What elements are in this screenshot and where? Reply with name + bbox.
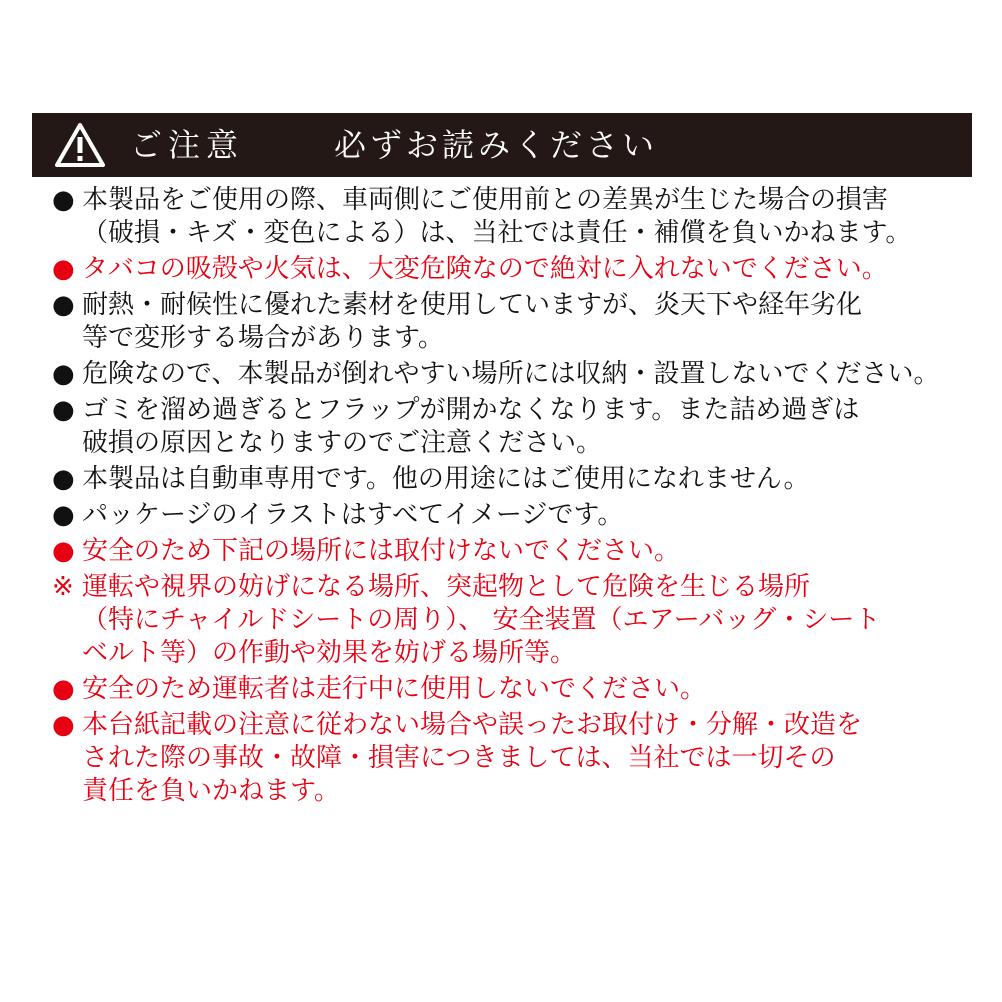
bullet-marker: ● <box>52 254 75 284</box>
caution-subtitle: 必ずお読みください <box>334 126 659 164</box>
bullet-marker: ● <box>52 536 75 566</box>
caution-title: ご注意 <box>130 126 245 164</box>
caution-item <box>52 358 972 391</box>
caution-text: ゴミを溜め過ぎるとフラップが開かなくなります。また詰め過ぎは 破損の原因となりますのでご注意ください。 <box>82 395 860 458</box>
caution-text: 耐熱・耐候性に優れた素材を使用していますが、炎天下や経年劣化 等で変形する場合があります。 <box>82 290 863 353</box>
caution-list <box>52 184 972 811</box>
bullet-marker: ● <box>52 395 75 425</box>
caution-item <box>52 394 972 460</box>
bullet-marker: ● <box>52 674 75 704</box>
caution-item-red <box>52 673 972 706</box>
note-marker: ※ <box>52 572 74 602</box>
caution-text: 本製品をご使用の際、車両側にご使用前との差異が生じた場合の損害 （破損・キズ・変色による）は、当社では責任・補償を負いかねます。 <box>82 185 912 248</box>
caution-item-red <box>52 571 972 670</box>
caution-item <box>52 184 972 250</box>
bullet-marker: ● <box>52 185 75 215</box>
warning-triangle-icon <box>54 122 106 168</box>
caution-item <box>52 499 972 532</box>
caution-item-red <box>52 253 972 286</box>
bullet-marker: ● <box>52 464 75 494</box>
caution-item-red <box>52 709 972 808</box>
caution-item <box>52 463 972 496</box>
caution-text: 危険なので、本製品が倒れやすい場所には収納・設置しないでください。 <box>82 359 940 389</box>
caution-text: 運転や視界の妨げになる場所、突起物として危険を生じる場所 （特にチャイルドシートの周り）、 安全装置（エアーバッグ・シート ベルト等）の作動や効果を妨げる場所等。 <box>82 572 881 668</box>
caution-text: パッケージのイラストはすべてイメージです。 <box>82 500 624 530</box>
caution-text: 本台紙記載の注意に従わない場合や誤ったお取付け・分解・改造を された際の事故・故障・損害につきましては、当社では一切その 責任を負いかねます。 <box>82 710 863 806</box>
bullet-marker: ● <box>52 359 75 389</box>
caution-text: タバコの吸殻や火気は、大変危険なので絶対に入れないでください。 <box>82 254 888 284</box>
caution-text: 本製品は自動車専用です。他の用途にはご使用になれません。 <box>82 464 810 494</box>
bullet-marker: ● <box>52 710 75 740</box>
caution-item <box>52 289 972 355</box>
caution-text: 安全のため運転者は走行中に使用しないでください。 <box>82 674 707 704</box>
bullet-marker: ● <box>52 500 75 530</box>
caution-header <box>32 113 972 177</box>
bullet-marker: ● <box>52 290 75 320</box>
caution-item-red <box>52 535 972 568</box>
caution-text: 安全のため下記の場所には取付けないでください。 <box>82 536 681 566</box>
